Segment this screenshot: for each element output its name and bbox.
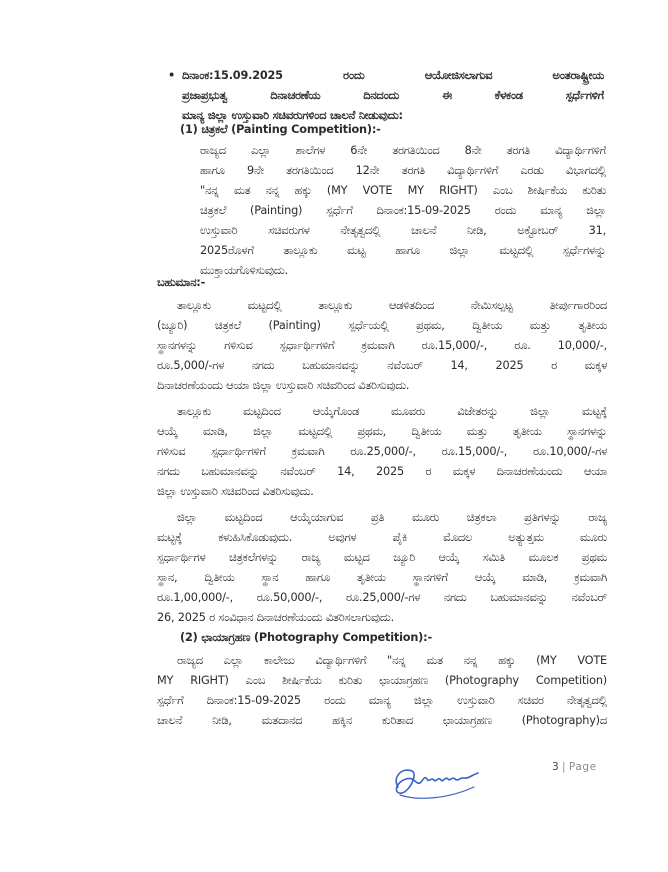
page-number-separator: | — [562, 761, 566, 773]
paragraph-line: MY RIGHT) ಎಂಬ ಶೀರ್ಷಿಕೆಯ ಕುರಿತು ಛಾಯಾಗ್ರಹಣ (Photography Competition) — [157, 674, 607, 687]
prize-paragraph-state — [157, 508, 607, 628]
paragraph-line: ಉಸ್ತುವಾರಿ ಸಚಿವರುಗಳ ನೇತೃತ್ವದಲ್ಲಿ ಚಾಲನೆ ನೀಡಿ, ಅಕ್ಟೋಬರ್ 31, — [200, 224, 606, 237]
paragraph-line: ತಾಲ್ಲೂಕು ಮಟ್ಟದಲ್ಲಿ ತಾಲ್ಲೂಕು ಆಡಳಿತದಿಂದ ನೇಮಿಸಲ್ಪಟ್ಟ ತೀರ್ಪುಗಾರರಿಂದ — [177, 299, 607, 312]
signature-image — [388, 757, 488, 803]
paragraph-line: ಚಿತ್ರಕಲೆ (Painting) ಸ್ಪರ್ಧೆಗೆ ದಿನಾಂಕ:15-09-2025 ರಂದು ಮಾನ್ಯ ಜಿಲ್ಲಾ — [200, 204, 606, 217]
paragraph-line: ಆಯ್ಕೆ ಮಾಡಿ, ಜಿಲ್ಲಾ ಮಟ್ಟದಲ್ಲಿ ಪ್ರಥಮ, ದ್ವಿತೀಯ ಮತ್ತು ತೃತೀಯ ಸ್ಥಾನಗಳನ್ನು — [157, 425, 607, 438]
paragraph-line: ಸ್ಪರ್ಧಾರ್ಥಿಗಳ ಚಿತ್ರಕಲೆಗಳನ್ನು ರಾಜ್ಯ ಮಟ್ಟದ ಜ್ಯೂರಿ ಆಯ್ಕೆ ಸಮಿತಿ ಮೂಲಕ ಪ್ರಥಮ — [157, 551, 607, 564]
paragraph-line: ರಾಜ್ಯದ ಎಲ್ಲಾ ಕಾಲೇಜು ವಿದ್ಯಾರ್ಥಿಗಳಿಗೆ "ನನ್ನ ಮತ ನನ್ನ ಹಕ್ಕು (MY VOTE — [177, 654, 607, 667]
painting-heading: (1) ಚಿತ್ರಕಲೆ (Painting Competition):- — [180, 123, 381, 136]
paragraph-line: "ನನ್ನ ಮತ ನನ್ನ ಹಕ್ಕು (MY VOTE MY RIGHT) ಎಂಬ ಶೀರ್ಷಿಕೆಯ ಕುರಿತು — [200, 184, 606, 197]
paragraph-line: ಮಟ್ಟಕ್ಕೆ ಕಳುಹಿಸಿಕೊಡುವುದು. ಅವುಗಳ ಪೈಕಿ ಮೊದಲ ಅತ್ಯುತ್ತಮ ಮೂರು — [157, 531, 607, 544]
page-number-value: 3 — [552, 761, 559, 773]
paragraph-line: ದಿನಾಚರಣೆಯಂದು ಆಯಾ ಜಿಲ್ಲಾ ಉಸ್ತುವಾರಿ ಸಚಿವರಿಂದ ವಿತರಿಸುವುದು. — [157, 379, 410, 392]
paragraph-line: ನಗದು ಬಹುಮಾನವನ್ನು ನವೆಂಬರ್ 14, 2025 ರ ಮಕ್ಕಳ ದಿನಾಚರಣೆಯಂದು ಆಯಾ — [157, 465, 607, 478]
bullet-marker: • — [168, 69, 176, 82]
paragraph-line: ಮುಕ್ತಾಯಗೊಳಿಸುವುದು. — [200, 264, 288, 277]
page-number-label: Page — [568, 761, 597, 773]
paragraph-line: 26, 2025 ರ ಸಂವಿಧಾನ ದಿನಾಚರಣೆಯಂದು ವಿತರಿಸಲಾಗುವುದು. — [157, 611, 394, 624]
prize-paragraph-district — [157, 402, 607, 502]
paragraph-line: ಜಿಲ್ಲಾ ಉಸ್ತುವಾರಿ ಸಚಿವರಿಂದ ವಿತರಿಸುವುದು. — [157, 485, 314, 498]
photography-heading: (2) ಛಾಯಾಗ್ರಹಣ (Photography Competition):- — [180, 631, 432, 644]
paragraph-line: 2025ರೊಳಗೆ ತಾಲ್ಲೂಕು ಮಟ್ಟ ಹಾಗೂ ಜಿಲ್ಲಾ ಮಟ್ಟದಲ್ಲಿ ಸ್ಪರ್ಧೆಗಳನ್ನು — [200, 244, 606, 257]
paragraph-line: ತಾಲ್ಲೂಕು ಮಟ್ಟದಿಂದ ಆಯ್ಕೆಗೊಂಡ ಮೂವರು ವಿಜೇತರನ್ನು ಜಿಲ್ಲಾ ಮಟ್ಟಕ್ಕೆ — [177, 405, 607, 418]
paragraph-line: ಗಳಿಸುವ ಸ್ಪರ್ಧಾರ್ಥಿಗಳಿಗೆ ಕ್ರಮವಾಗಿ ರೂ.25,000/-, ರೂ.15,000/-, ರೂ.10,000/-ಗಳ — [157, 445, 607, 458]
paragraph-line: ಚಾಲನೆ ನೀಡಿ, ಮತದಾನದ ಹಕ್ಕಿನ ಕುರಿತಾದ ಛಾಯಾಗ್ರಹಣ (Photography)ದ — [157, 714, 607, 727]
photography-paragraph — [157, 651, 607, 731]
paragraph-line: ಹಾಗೂ 9ನೇ ತರಗತಿಯಿಂದ 12ನೇ ತರಗತಿ ವಿದ್ಯಾರ್ಥಿಗಳಿಗೆ ಎರಡು ವಿಭಾಗದಲ್ಲಿ — [200, 164, 606, 177]
page-number — [552, 761, 597, 773]
painting-paragraph — [200, 141, 606, 281]
paragraph-line: ರೂ.5,000/-ಗಳ ನಗದು ಬಹುಮಾನವನ್ನು ನವೆಂಬರ್ 14, 2025 ರ ಮಕ್ಕಳ — [157, 359, 607, 372]
prize-paragraph-taluk — [157, 296, 607, 396]
paragraph-line: ಸ್ಪರ್ಧೆಗೆ ದಿನಾಂಕ:15-09-2025 ರಂದು ಮಾನ್ಯ ಜಿಲ್ಲಾ ಉಸ್ತುವಾರಿ ಸಚಿವರ ನೇತೃತ್ವದಲ್ಲಿ — [157, 694, 607, 707]
paragraph-line: (ಜ್ಯೂರಿ) ಚಿತ್ರಕಲೆ (Painting) ಸ್ಪರ್ಧೆಯಲ್ಲಿ ಪ್ರಥಮ, ದ್ವಿತೀಯ ಮತ್ತು ತೃತೀಯ — [157, 319, 607, 332]
paragraph-line: ರೂ.1,00,000/-, ರೂ.50,000/-, ರೂ.25,000/-ಗಳ ನಗದು ಬಹುಮಾನವನ್ನು ನವೆಂಬರ್ — [157, 591, 607, 604]
paragraph-line: ಸ್ಥಾನಗಳನ್ನು ಗಳಿಸುವ ಸ್ಪರ್ಧಾರ್ಥಿಗಳಿಗೆ ಕ್ರಮವಾಗಿ ರೂ.15,000/-, ರೂ. 10,000/-, — [157, 339, 607, 352]
intro-paragraph — [168, 66, 604, 126]
prize-heading: ಬಹುಮಾನ:- — [157, 276, 206, 289]
intro-line: ಮಾನ್ಯ ಜಿಲ್ಲಾ ಉಸ್ತುವಾರಿ ಸಚಿವರುಗಳಿಂದ ಚಾಲನೆ ನೀಡುವುದು: — [182, 109, 403, 122]
intro-line: ಪ್ರಜಾಪ್ರಭುತ್ವ ದಿನಾಚರಣೆಯ ದಿನದಂದು ಈ ಕೆಳಕಂಡ ಸ್ಪರ್ಧೆಗಳಿಗೆ — [182, 89, 604, 102]
paragraph-line: ಜಿಲ್ಲಾ ಮಟ್ಟದಿಂದ ಆಯ್ಕೆಯಾಗುವ ಪ್ರತಿ ಮೂರು ಚಿತ್ರಕಲಾ ಪ್ರತಿಗಳನ್ನು ರಾಜ್ಯ — [177, 511, 607, 524]
intro-line: ದಿನಾಂಕ:15.09.2025 ರಂದು ಆಯೋಜಿಸಲಾಗುವ ಅಂತರಾಷ್ಟ್ರೀಯ — [182, 69, 604, 82]
paragraph-line: ಸ್ಥಾನ, ದ್ವಿತೀಯ ಸ್ಥಾನ ಹಾಗೂ ತೃತೀಯ ಸ್ಥಾನಗಳಿಗೆ ಆಯ್ಕೆ ಮಾಡಿ, ಕ್ರಮವಾಗಿ — [157, 571, 607, 584]
paragraph-line: ರಾಜ್ಯದ ಎಲ್ಲಾ ಶಾಲೆಗಳ 6ನೇ ತರಗತಿಯಿಂದ 8ನೇ ತರಗತಿ ವಿದ್ಯಾರ್ಥಿಗಳಿಗೆ — [200, 144, 606, 157]
